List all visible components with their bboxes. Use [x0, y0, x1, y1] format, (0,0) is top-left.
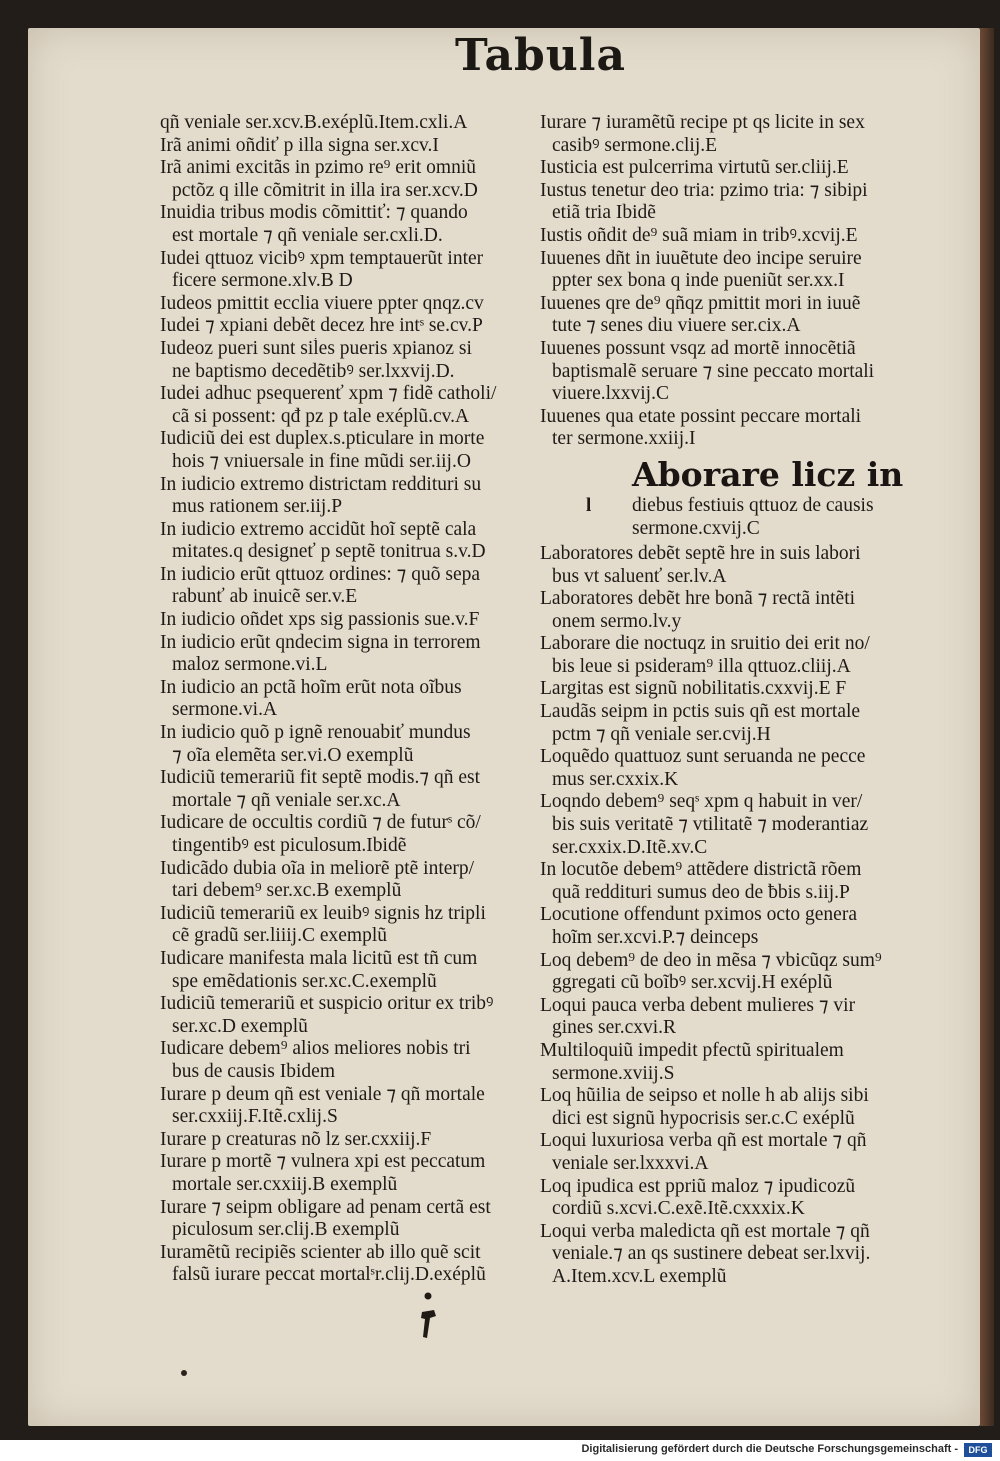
entry-line: mitates.q designeť p septẽ tonitrua s.v.D — [172, 541, 486, 563]
entry-line: Iurare p mortẽ ⁊ vulnera xpi est peccatum — [160, 1151, 486, 1173]
entry-line: Iuuenes qua etate possint peccare mortali — [540, 405, 862, 427]
index-entry — [160, 157, 522, 202]
index-entry — [160, 993, 522, 1038]
entry-line: Iudicare debem⁹ alios meliores nobis tri — [160, 1038, 471, 1060]
index-entry — [540, 746, 902, 791]
index-entry — [160, 315, 522, 338]
entry-line: Laboratores debẽt hre bonã ⁊ rectã intẽti — [540, 588, 856, 610]
index-entry — [160, 1197, 522, 1242]
entry-line: est mortale ⁊ qñ veniale ser.cxli.D. — [172, 224, 443, 246]
right-column — [540, 112, 902, 1289]
entry-line: In iudicio oñdet xps sig passionis sue.v.F — [160, 609, 480, 631]
index-entry — [160, 677, 522, 722]
entry-line: Iudiciũ temerariũ ex leuibꝰ signis hz tripli — [160, 902, 486, 924]
index-entry — [540, 950, 902, 995]
entry-line: Iusticia est pulcerrima virtutũ ser.cliij.E — [540, 157, 849, 179]
index-entry — [160, 632, 522, 677]
index-entry — [160, 564, 522, 609]
entry-line: Multiloquiũ impedit pfectũ spiritualem — [540, 1039, 844, 1061]
index-entry — [160, 383, 522, 428]
entry-line: ficere sermone.xlv.B D — [172, 270, 353, 292]
entry-line: cordiũ s.xcvi.C.exẽ.Itẽ.cxxxix.K — [552, 1198, 805, 1220]
entry-line: Iudeoz pueri sunt siĺes pueris xpianoz si — [160, 337, 472, 359]
entry-line: Loqui luxuriosa verba qñ est mortale ⁊ qñ — [540, 1130, 867, 1152]
entry-line: onem sermo.lv.y — [552, 610, 682, 632]
entry-line: Iurare p deum qñ est veniale ⁊ qñ mortale — [160, 1083, 485, 1105]
index-entry — [540, 678, 902, 701]
entry-line: rabunť ab inuicẽ ser.v.E — [172, 586, 358, 608]
entry-line: mus ser.cxxix.K — [552, 768, 679, 790]
entry-line: Iudicãdo dubia oĩa in meliorẽ ptẽ interp/ — [160, 857, 475, 879]
entry-line: baptismalẽ seruare ⁊ sine peccato mortali — [552, 360, 875, 382]
index-entry — [160, 202, 522, 247]
entry-line: veniale ser.lxxxvi.A — [552, 1152, 709, 1174]
index-entry — [160, 767, 522, 812]
entry-line: cẽ gradũ ser.liiij.C exemplũ — [172, 925, 387, 947]
entry-line: Iustus tenetur deo tria: pzimo tria: ⁊ sibipi — [540, 179, 868, 201]
entry-line: Iuramẽtũ recipiẽs scienter ab illo quẽ scit — [160, 1241, 481, 1263]
footer-credit: Digitalisierung gefördert durch die Deutsche Forschungsgemeinschaft - — [581, 1443, 958, 1455]
section-heading — [540, 451, 902, 543]
index-entry — [540, 859, 902, 904]
entry-line: Loquẽdo quattuoz sunt seruanda ne pecce — [540, 746, 866, 768]
entry-line: Largitas est signũ nobilitatis.cxxvij.E F — [540, 678, 847, 700]
index-entry — [540, 406, 902, 451]
entry-line: Loqui pauca verba debent mulieres ⁊ vir — [540, 994, 856, 1016]
entry-line: ne baptismo decedẽtibꝰ ser.lxxvij.D. — [172, 360, 455, 382]
entry-line: etiã tria Ibidẽ — [552, 202, 656, 224]
entry-line: veniale.⁊ an qs sustinere debeat ser.lxvij. — [552, 1243, 871, 1265]
index-entry — [540, 1130, 902, 1175]
index-entry — [160, 1151, 522, 1196]
index-entry — [540, 904, 902, 949]
index-entry — [540, 1176, 902, 1221]
entry-line: sermone.xviij.S — [552, 1062, 675, 1084]
section-initial: l — [586, 494, 592, 516]
index-entry — [160, 135, 522, 158]
entry-line: mortale ⁊ qñ veniale ser.xc.A — [172, 789, 401, 811]
index-entry — [160, 474, 522, 519]
entry-line: bus de causis Ibidem — [172, 1060, 336, 1082]
index-entry — [160, 1129, 522, 1152]
entry-line: pctõz q ille cõmitrit in illa ira ser.xcv.D — [172, 179, 478, 201]
left-column — [160, 112, 522, 1287]
entry-line: ter sermone.xxiij.I — [552, 428, 696, 450]
page-title: Tabula — [455, 30, 627, 81]
entry-line: bus vt saluenť ser.lv.A — [552, 565, 727, 587]
index-entry — [160, 948, 522, 993]
entry-line: ggregati cũ boĩbꝰ ser.xcvij.H exéplũ — [552, 972, 833, 994]
entry-line: qñ veniale ser.xcv.B.exéplũ.Item.cxli.A — [160, 112, 468, 133]
entry-line: Iudiciũ dei est duplex.s.pticulare in morte — [160, 428, 485, 450]
entry-line: falsũ iurare peccat mortalˢr.clij.D.exéplũ — [172, 1264, 486, 1286]
entry-line: piculosum ser.clij.B exemplũ — [172, 1219, 400, 1241]
entry-line: tari debem⁹ ser.xc.B exemplũ — [172, 880, 402, 902]
entry-line: Iuuenes possunt vsqz ad mortẽ innocẽtiã — [540, 337, 856, 359]
entry-line: Loq ipudica est ppriũ maloz ⁊ ipudicozũ — [540, 1175, 856, 1197]
entry-line: Laborare die noctuqz in sruitio dei erit no/ — [540, 633, 870, 655]
index-entry — [160, 1242, 522, 1287]
entry-line: ser.cxxiij.F.Itẽ.cxlij.S — [172, 1106, 338, 1128]
entry-line: bis leue si psideram⁹ illa qttuoz.cliij.A — [552, 655, 851, 677]
entry-line: In iudicio quõ p ignẽ renouabiť mundus — [160, 722, 471, 744]
heading-sub-line: diebus festiuis qttuoz de causis — [632, 494, 874, 516]
index-entry — [160, 428, 522, 473]
dfg-logo-icon: DFG — [964, 1443, 992, 1457]
entry-line: ⁊ oĩa elemẽta ser.vi.O exemplũ — [172, 744, 414, 766]
entry-line: A.Item.xcv.L exemplũ — [552, 1265, 727, 1287]
right-column-bottom — [540, 543, 902, 1289]
entry-line: Laudãs seipm in pctis suis qñ est mortale — [540, 701, 861, 723]
entry-line: Iurare ⁊ iuramẽtũ recipe pt qs licite in sex — [540, 112, 865, 133]
entry-line: bis suis veritatẽ ⁊ vtilitatẽ ⁊ moderantiaz — [552, 814, 869, 836]
index-entry — [160, 293, 522, 316]
index-entry — [160, 1038, 522, 1083]
entry-line: mus rationem ser.iij.P — [172, 496, 343, 518]
index-entry — [160, 903, 522, 948]
entry-line: Locutione offendunt pximos octo genera — [540, 904, 857, 926]
index-entry — [540, 225, 902, 248]
index-entry — [160, 858, 522, 903]
index-entry — [160, 112, 522, 135]
book-edge — [980, 28, 994, 1426]
entry-line: Iudicare de occultis cordiũ ⁊ de futurˢ cõ/ — [160, 812, 481, 834]
entry-line: cã si possent: qđ pz p tale exéplũ.cv.A — [172, 405, 470, 427]
entry-line: Loqui verba maledicta qñ est mortale ⁊ qñ — [540, 1220, 870, 1242]
index-entry — [540, 157, 902, 180]
entry-line: Iustis oñdit de⁹ suã miam in tribꝰ.xcvij.E — [540, 224, 858, 246]
entry-line: Iudicare manifesta mala licitũ est tñ cum — [160, 947, 478, 969]
section-heading-text: Aborare licz in — [632, 454, 904, 494]
entry-line: Loq debem⁹ de deo in mẽsa ⁊ vbicũqz sum⁹ — [540, 949, 882, 971]
entry-line: In iudicio extremo districtam reddituri su — [160, 473, 482, 495]
index-entry — [540, 248, 902, 293]
entry-line: mortale ser.cxxiij.B exemplũ — [172, 1173, 398, 1195]
entry-line: dici est signũ hypocrisis ser.c.C exéplũ — [552, 1107, 855, 1129]
entry-line: casibꝰ sermone.clij.E — [552, 134, 718, 156]
entry-line: ppter sex bona q inde pueniũt ser.xx.I — [552, 270, 845, 292]
entry-line: hois ⁊ vniuersale in fine mũdi ser.iij.O — [172, 450, 471, 472]
signature-mark-icon — [414, 1290, 444, 1350]
entry-line: Loqndo debem⁹ seqˢ xpm q habuit in ver/ — [540, 791, 863, 813]
index-entry — [540, 180, 902, 225]
index-entry — [160, 609, 522, 632]
entry-line: Iurare ⁊ seipm obligare ad penam certã est — [160, 1196, 491, 1218]
entry-line: Iudei qttuoz vicibꝰ xpm temptauerũt inter — [160, 247, 484, 269]
entry-line: Iudiciũ temerariũ et suspicio oritur ex tribꝰ — [160, 993, 494, 1015]
footer-bar — [0, 1440, 1000, 1461]
index-entry — [540, 338, 902, 406]
index-entry — [540, 112, 902, 157]
entry-line: Iudei adhuc psequerenť xpm ⁊ fidẽ catholi/ — [160, 383, 497, 405]
entry-line: Iuuenes dñt in iuuẽtute deo incipe seruire — [540, 247, 862, 269]
entry-line: In iudicio an pctã hoĩm erũt nota oĩbus — [160, 676, 462, 698]
entry-line: In iudicio erũt qttuoz ordines: ⁊ quõ sepa — [160, 563, 480, 585]
index-entry — [160, 248, 522, 293]
entry-line: maloz sermone.vi.L — [172, 654, 328, 676]
entry-line: gines ser.cxvi.R — [552, 1017, 677, 1039]
entry-line: tingentibꝰ est piculosum.Ibidẽ — [172, 835, 407, 856]
index-entry — [160, 519, 522, 564]
entry-line: viuere.lxxvij.C — [552, 383, 669, 405]
entry-line: hoĩm ser.xcvi.P.⁊ deinceps — [552, 927, 759, 948]
entry-line: Iuuenes qre de⁹ qñqz pmittit mori in iuuẽ — [540, 292, 861, 314]
index-entry — [160, 338, 522, 383]
entry-line: Iudeos pmittit ecclia viuere ppter qnqz.cv — [160, 292, 484, 314]
index-entry — [540, 701, 902, 746]
entry-line: quã reddituri sumus deo de ƀbis s.iij.P — [552, 881, 850, 903]
index-entry — [540, 1221, 902, 1289]
index-entry — [540, 543, 902, 588]
index-entry — [540, 293, 902, 338]
entry-line: Laboratores debẽt septẽ hre in suis labori — [540, 542, 861, 564]
entry-line: Loq hũilia de seipso et nolle h ab alijs sibi — [540, 1085, 869, 1107]
index-entry — [540, 588, 902, 633]
entry-line: Iurare p creaturas nõ lz ser.cxxiij.F — [160, 1128, 432, 1150]
entry-line: Iudei ⁊ xpiani debẽt decez hre intˢ se.cv.P — [160, 315, 483, 337]
entry-line: tute ⁊ senes diu viuere ser.cix.A — [552, 315, 801, 337]
entry-line: Irã animi excitãs in pzimo re⁹ erit omniũ — [160, 157, 476, 179]
right-column-top — [540, 112, 902, 451]
entry-line: In iudicio extremo accidũt hoĩ septẽ cala — [160, 518, 477, 540]
heading-sub-line: sermone.cxvij.C — [632, 517, 760, 539]
entry-line: Iudiciũ temerariũ fit septẽ modis.⁊ qñ est — [160, 767, 480, 789]
entry-line: sermone.vi.A — [172, 699, 278, 721]
entry-line: spe emẽdationis ser.xc.C.exemplũ — [172, 970, 437, 992]
section-heading-sub — [632, 495, 874, 540]
entry-line: ser.xc.D exemplũ — [172, 1015, 308, 1037]
index-entry — [540, 633, 902, 678]
index-entry — [540, 995, 902, 1040]
index-entry — [540, 791, 902, 859]
entry-line: ser.cxxix.D.Itẽ.xv.C — [552, 836, 708, 858]
entry-line: In locutõe debem⁹ attẽdere districtã rõem — [540, 859, 862, 881]
entry-line: Inuidia tribus modis cõmittiť: ⁊ quando — [160, 202, 468, 224]
index-entry — [540, 1085, 902, 1130]
ink-dot — [181, 1370, 187, 1376]
index-entry — [160, 1084, 522, 1129]
index-entry — [160, 722, 522, 767]
entry-line: In iudicio erũt qndecim signa in terrorem — [160, 631, 481, 653]
index-entry — [160, 812, 522, 857]
entry-line: Irã animi oñdiť p illa signa ser.xcv.I — [160, 134, 439, 156]
entry-line: pctm ⁊ qñ veniale ser.cvij.H — [552, 723, 771, 745]
index-entry — [540, 1040, 902, 1085]
